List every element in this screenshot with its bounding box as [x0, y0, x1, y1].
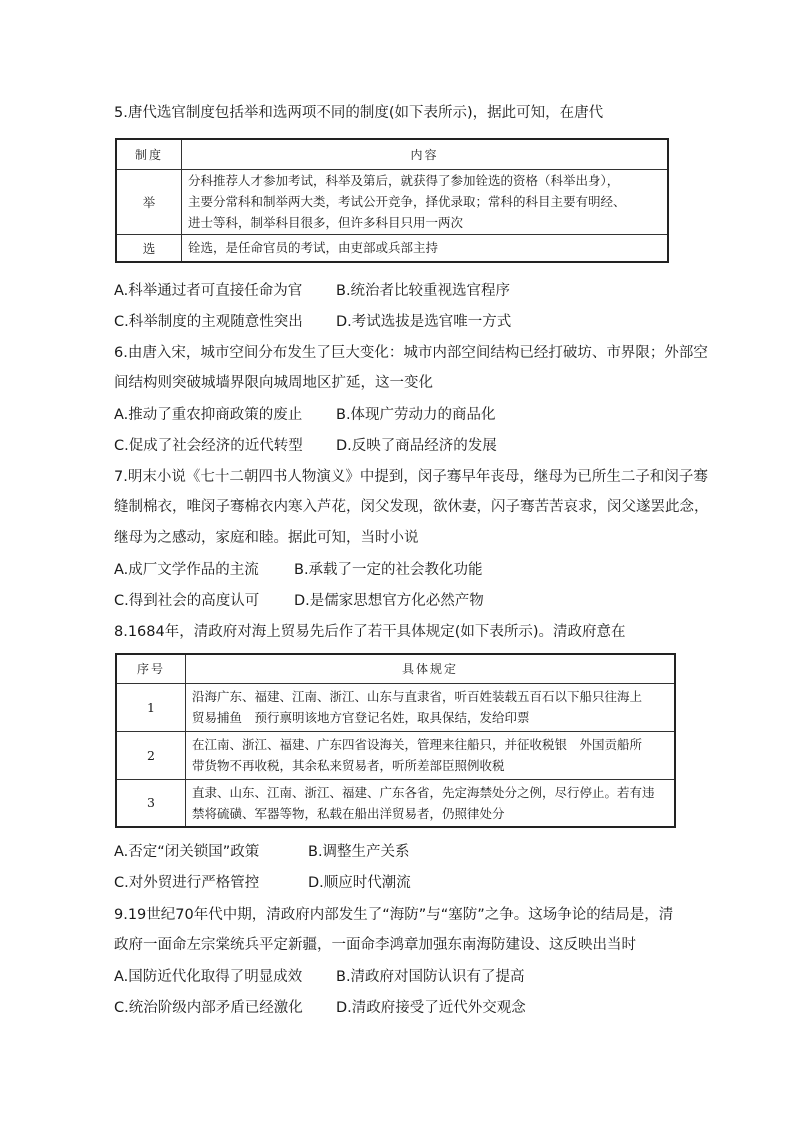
q7-option-c[interactable]: C.得到社会的高度认可	[114, 593, 260, 609]
q5-row-label-xuan: 选	[116, 234, 182, 262]
q8-header-rules: 具体规定	[186, 654, 676, 683]
q7-option-d[interactable]: D.是儒家思想官方化必然产物	[294, 593, 484, 609]
q5-header-content: 内容	[182, 139, 669, 169]
q8-table	[115, 653, 676, 828]
q8-option-c[interactable]: C.对外贸进行严格管控	[114, 875, 260, 891]
q9-option-d[interactable]: D.清政府接受了近代外交观念	[336, 1000, 526, 1016]
table-row	[116, 683, 675, 731]
q8-row-1-line-2: 贸易捕鱼 预行禀明该地方官登记名姓，取具保结，发给印票	[192, 710, 530, 725]
q9-option-a[interactable]: A.国防近代化取得了明显成效	[114, 969, 303, 985]
q6-option-b[interactable]: B.体现广劳动力的商品化	[336, 407, 496, 423]
table-row	[116, 779, 675, 827]
q6-option-c[interactable]: C.促成了社会经济的近代转型	[114, 438, 303, 454]
q8-row-1-number: 1	[116, 683, 186, 731]
q8-option-b[interactable]: B.调整生产关系	[308, 844, 410, 860]
q9-option-b[interactable]: B.清政府对国防认识有了提高	[336, 969, 525, 985]
q7-stem-line-3: 继母为之感动，家庭和睦。据此可知，当时小说	[114, 530, 419, 546]
q8-stem: 8.1684年，清政府对海上贸易先后作了若干具体规定(如下表所示)。清政府意在	[114, 624, 626, 640]
q7-option-b[interactable]: B.承载了一定的社会教化功能	[294, 562, 483, 578]
q5-option-a[interactable]: A.科举通过者可直接任命为官	[114, 283, 303, 299]
q6-option-a[interactable]: A.推动了重农抑商政策的废止	[114, 407, 303, 423]
q8-row-2-number: 2	[116, 731, 186, 779]
q8-row-2-line-1: 在江南、浙江、福建、广东四省设海关，管理来往船只，并征收税银 外国贡船所	[192, 737, 643, 752]
q5-row-content-xuan	[182, 234, 669, 262]
table-row	[116, 169, 668, 234]
q5-ju-line-1: 分科推荐人才参加考试，科举及第后，就获得了参加铨选的资格（科举出身），	[188, 173, 620, 188]
q5-option-c[interactable]: C.科举制度的主观随意性突出	[114, 314, 303, 330]
q8-option-a[interactable]: A.否定“闭关锁国”政策	[114, 844, 260, 860]
q5-ju-line-2: 主要分常科和制举两大类，考试公开竞争，择优录取；常科的科目主要有明经、	[188, 194, 626, 209]
q8-row-3-line-1: 直隶、山东、江南、浙江、福建、广东各省，先定海禁处分之例，尽行停止。若有违	[192, 784, 655, 800]
q7-stem-line-2: 缝制棉衣，唯闵子骞棉衣内寒入芦花，闵父发现，欲休妻，闪子骞苦苦哀求，闵父遂罢此念，	[114, 499, 709, 515]
q8-row-1-content	[186, 683, 676, 731]
q8-option-d[interactable]: D.顺应时代潮流	[308, 875, 411, 891]
q8-row-1-line-1: 沿海广东、福建、江南、浙江、山东与直隶省，听百姓装载五百石以下船只往海上	[192, 689, 643, 704]
q5-stem: 5.唐代选官制度包括举和选两项不同的制度(如下表所示)，据此可知，在唐代	[114, 105, 604, 121]
q9-option-c[interactable]: C.统治阶级内部矛盾已经激化	[114, 1000, 303, 1016]
q6-option-d[interactable]: D.反映了商品经济的发展	[336, 438, 497, 454]
q8-header-number: 序号	[116, 654, 186, 683]
q6-stem-line-2: 间结构则突破城墙界限向城周地区扩延，这一变化	[114, 375, 433, 391]
q7-stem-line-1: 7.明末小说《七十二朝四书人物演义》中提到，闵子骞早年丧母，继母为已所生二子和闵子骞	[114, 469, 708, 485]
table-row	[116, 731, 675, 779]
q6-stem-line-1: 6.由唐入宋，城市空间分布发生了巨大变化：城市内部空间结构已经打破坊、市界限；外部空	[114, 345, 708, 361]
q9-stem-line-2: 政府一面命左宗棠统兵平定新疆，一面命李鸿章加强东南海防建设、这反映出当时	[114, 937, 636, 953]
q8-row-3-line-2: 禁将硫磺、军器等物，私载在船出洋贸易者，仍照律处分	[192, 805, 505, 821]
q5-row-content-ju	[182, 169, 669, 234]
q5-header-system: 制度	[116, 139, 182, 169]
q5-option-d[interactable]: D.考试选拔是选官唯一方式	[336, 314, 512, 330]
q5-xuan-line-1: 铨选，是任命官员的考试，由吏部或兵部主持	[188, 240, 439, 256]
q5-ju-line-3: 进士等科，制举科目很多，但许多科目只用一两次	[188, 215, 464, 230]
q8-row-3-number: 3	[116, 779, 186, 827]
q7-option-a[interactable]: A.成厂文学作品的主流	[114, 562, 259, 578]
q9-stem-line-1: 9.19世纪70年代中期，清政府内部发生了“海防”与“塞防”之争。这场争论的结局是，清	[114, 907, 674, 923]
q8-row-2-content	[186, 731, 676, 779]
q5-table	[115, 138, 669, 263]
q5-row-label-ju: 举	[116, 169, 182, 234]
q8-row-2-line-2: 带货物不再收税，其余私来贸易者，听所差部臣照例收税	[192, 758, 505, 773]
q5-option-b[interactable]: B.统治者比较重视选官程序	[336, 283, 511, 299]
q8-row-3-content	[186, 779, 676, 827]
table-row	[116, 234, 668, 262]
